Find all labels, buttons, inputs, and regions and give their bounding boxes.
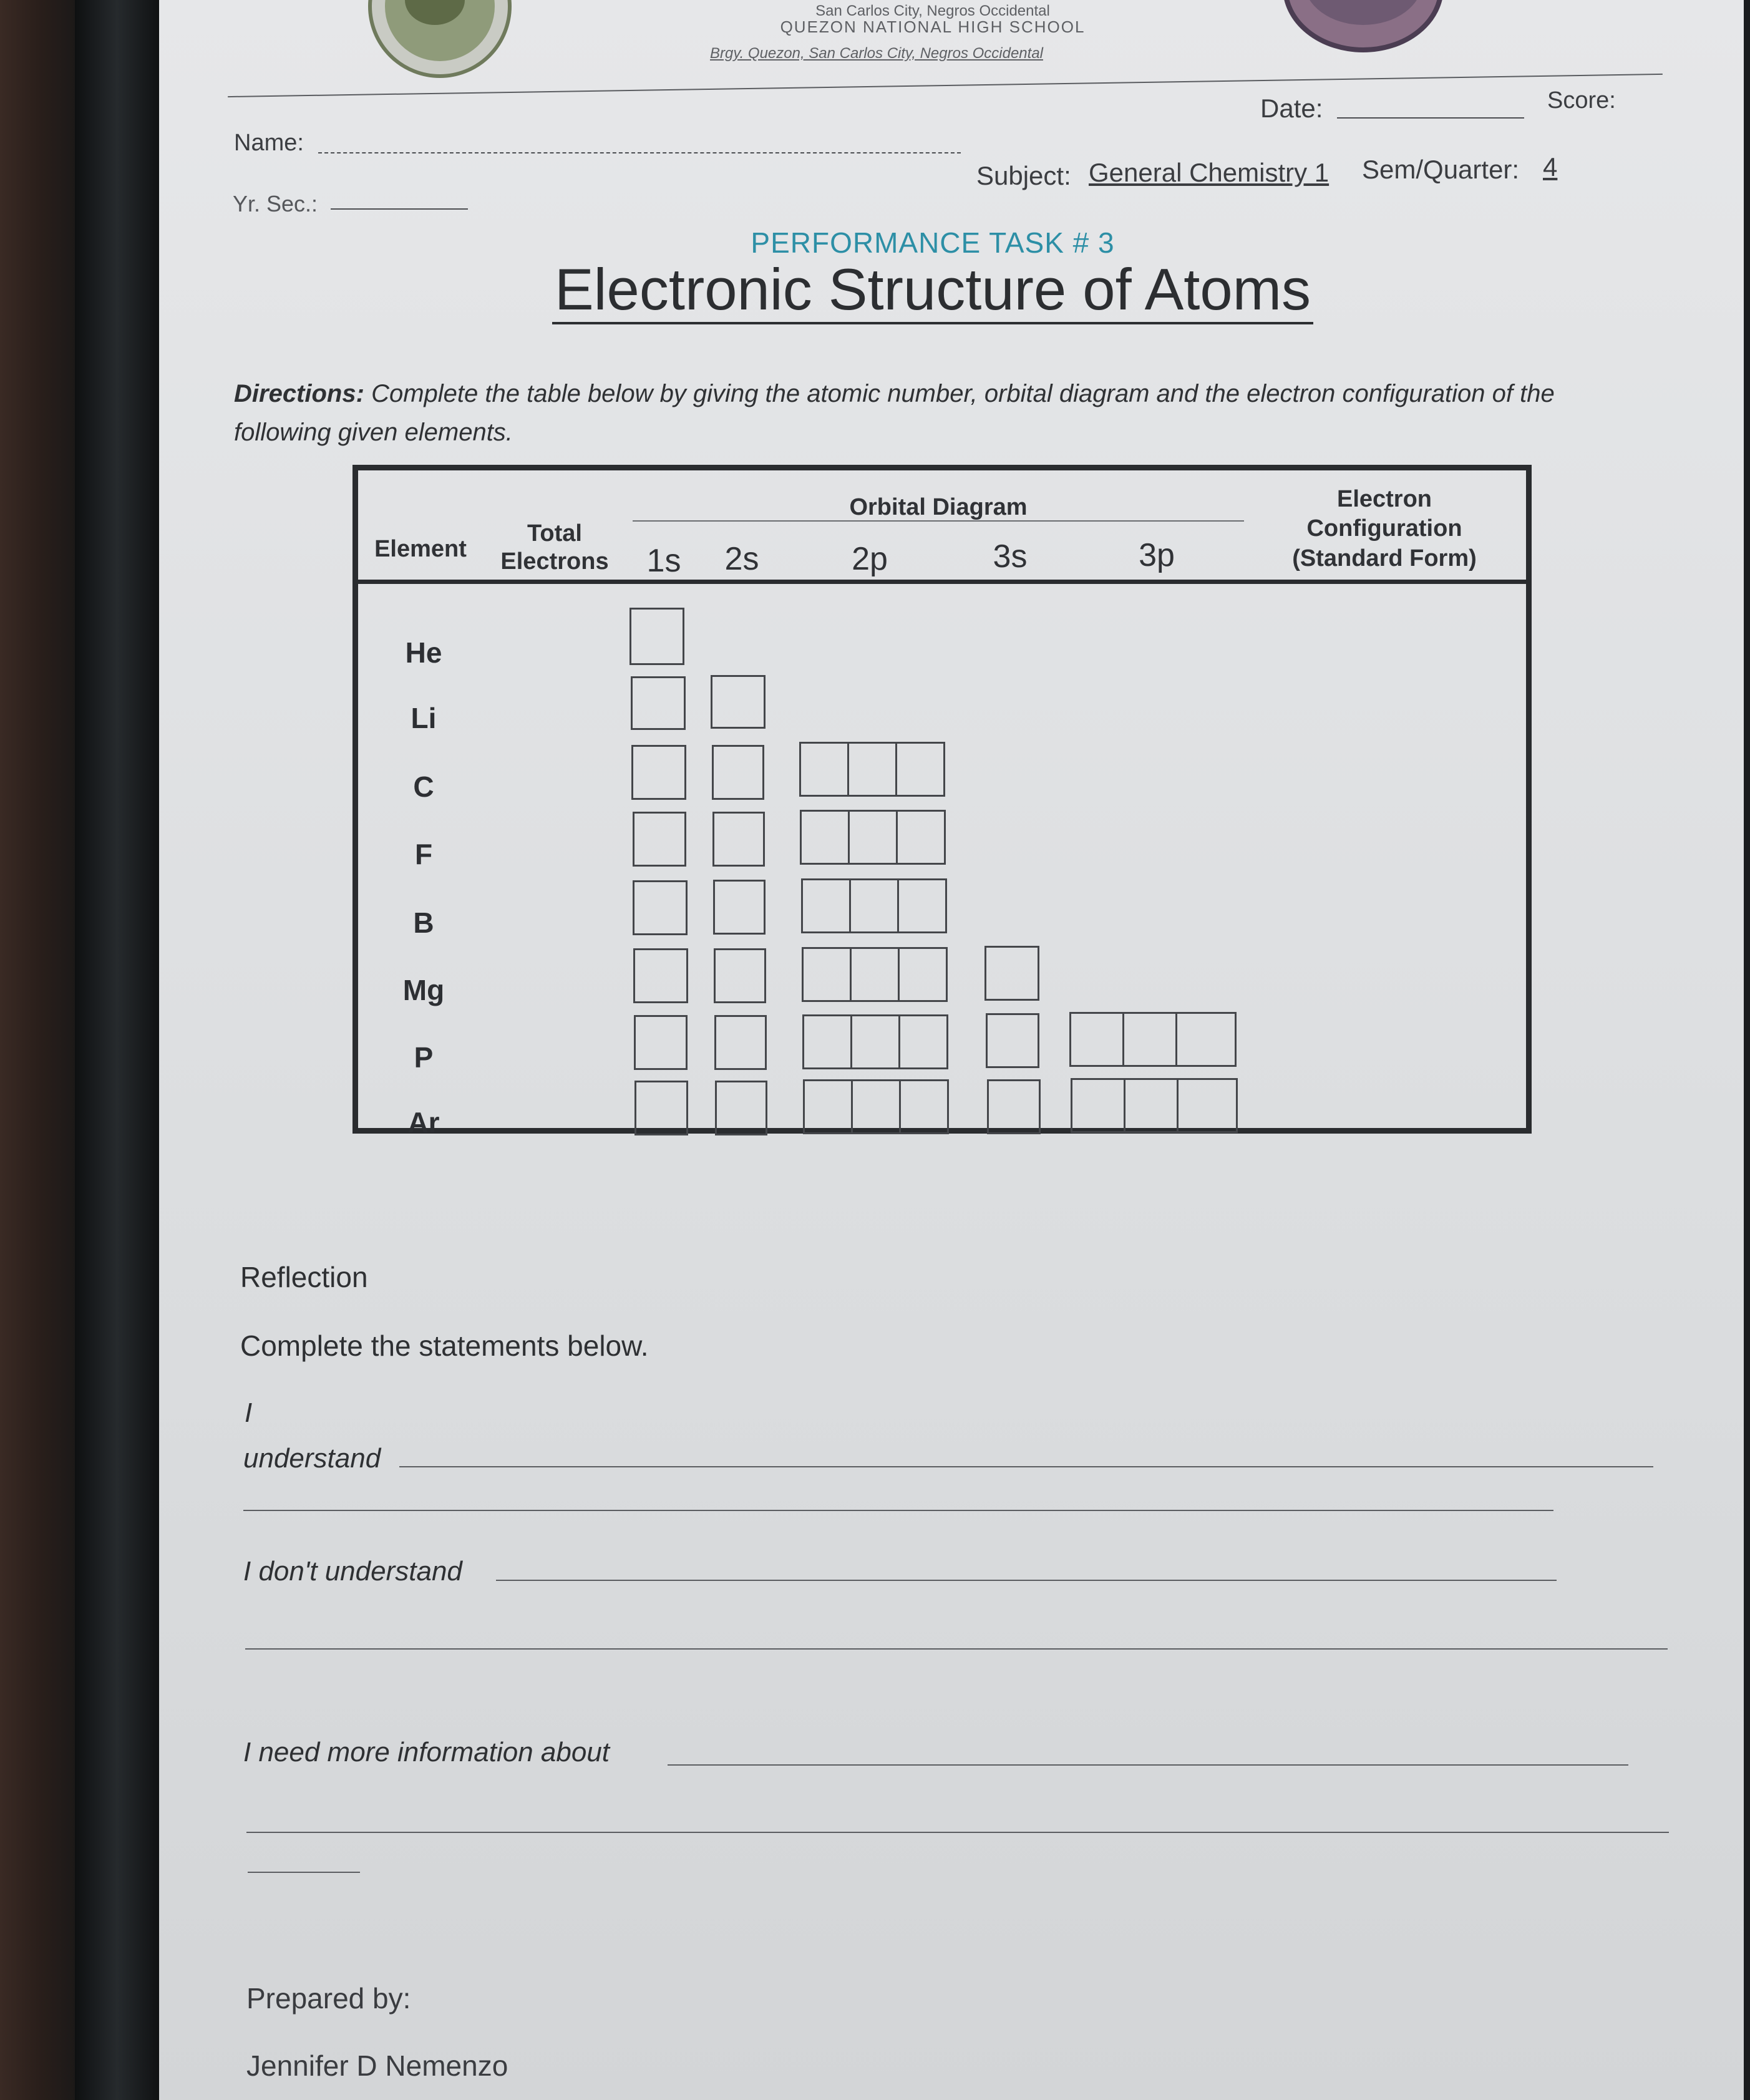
statement-3-line-3[interactable]: [248, 1872, 360, 1873]
semq-value: 4: [1543, 152, 1558, 182]
orbital-cell[interactable]: [848, 810, 898, 865]
orbital-box-f-2s[interactable]: [712, 812, 765, 867]
orbital-box-p-3s[interactable]: [986, 1013, 1039, 1068]
orbital-box-b-1s[interactable]: [633, 880, 688, 935]
orbital-group-b-2p: [801, 878, 947, 933]
statement-1-prefix: I: [245, 1398, 253, 1428]
orbital-cell[interactable]: [801, 878, 851, 933]
orbital-cell[interactable]: [1069, 1012, 1124, 1067]
orbital-cell[interactable]: [851, 1079, 901, 1134]
orbital-cell[interactable]: [847, 742, 897, 797]
phone-bezel: [75, 0, 168, 2100]
orbital-cell[interactable]: [1071, 1078, 1125, 1133]
statement-1-line[interactable]: [399, 1466, 1653, 1467]
orbital-cell[interactable]: [849, 878, 899, 933]
name-line[interactable]: [318, 130, 961, 153]
orbital-cell[interactable]: [802, 1014, 852, 1069]
orbital-group-ar-2p: [803, 1079, 949, 1134]
sub-3p: 3p: [1139, 537, 1175, 573]
col-orbital: Orbital Diagram: [849, 494, 1028, 520]
orbital-box-ar-3s[interactable]: [987, 1079, 1041, 1134]
name-label: Name:: [234, 130, 304, 156]
statement-3-line-2[interactable]: [246, 1832, 1669, 1833]
date-label: Date:: [1260, 94, 1323, 123]
orbital-cell[interactable]: [850, 947, 900, 1002]
prepared-by-label: Prepared by:: [246, 1982, 411, 2015]
orbital-cell[interactable]: [803, 1079, 853, 1134]
orbital-cell[interactable]: [1122, 1012, 1177, 1067]
col-config-2: Configuration: [1306, 515, 1462, 542]
orbital-box-c-2s[interactable]: [712, 745, 764, 800]
orbital-group-ar-3p: [1071, 1078, 1238, 1133]
orbital-cell[interactable]: [1177, 1078, 1238, 1133]
directions-label: Directions:: [234, 380, 364, 407]
orbital-box-f-1s[interactable]: [633, 812, 686, 867]
col-config-1: Electron: [1336, 486, 1432, 512]
element-b: B: [413, 907, 434, 939]
yrsec-line[interactable]: [331, 187, 468, 210]
element-ar: Ar: [407, 1106, 440, 1139]
col-total-2: Electrons: [500, 548, 609, 575]
reflection-heading: Reflection: [240, 1261, 368, 1293]
sub-2s: 2s: [724, 541, 759, 577]
orbital-cell[interactable]: [800, 810, 850, 865]
orbital-group-p-2p: [802, 1014, 948, 1069]
element-mg: Mg: [402, 974, 445, 1006]
statement-3-line[interactable]: [668, 1764, 1628, 1766]
performance-task-label: PERFORMANCE TASK # 3: [751, 226, 1115, 259]
element-f: F: [414, 838, 433, 870]
orbital-box-mg-1s[interactable]: [633, 948, 688, 1003]
yrsec-label: Yr. Sec.:: [233, 191, 318, 216]
sub-3s: 3s: [993, 538, 1028, 575]
col-config-3: (Standard Form): [1292, 545, 1477, 571]
element-table: [352, 465, 1532, 1139]
directions: [234, 374, 1607, 452]
orbital-box-he-1s[interactable]: [630, 608, 684, 665]
orbital-cell[interactable]: [895, 742, 945, 797]
orbital-group-f-2p: [800, 810, 946, 865]
statement-2-line-2[interactable]: [245, 1648, 1668, 1650]
statement-3-text: I need more information about: [243, 1737, 610, 1767]
worksheet-page: [159, 0, 1744, 2100]
orbital-cell[interactable]: [896, 810, 946, 865]
sub-1s: 1s: [646, 543, 681, 579]
orbital-group-c-2p: [799, 742, 945, 797]
worksheet-title: [159, 256, 1706, 323]
semq-label: Sem/Quarter:: [1362, 155, 1520, 184]
orbital-cell[interactable]: [897, 878, 947, 933]
element-li: Li: [411, 702, 437, 734]
orbital-box-ar-2s[interactable]: [715, 1081, 767, 1135]
col-total-1: Total: [527, 520, 582, 547]
orbital-cell[interactable]: [799, 742, 849, 797]
element-c: C: [413, 770, 434, 803]
directions-text: Complete the table below by giving the atomic number, orbital diagram and the electron configuration of the following given elements.: [234, 380, 1555, 446]
orbital-box-p-1s[interactable]: [634, 1015, 688, 1070]
reflection-instruction: Complete the statements below.: [240, 1330, 649, 1362]
orbital-cell[interactable]: [898, 947, 948, 1002]
header-separator: [358, 580, 1526, 584]
orbital-cell[interactable]: [1124, 1078, 1179, 1133]
worksheet-title-text: Electronic Structure of Atoms: [552, 256, 1313, 324]
sub-2p: 2p: [852, 541, 888, 577]
date-line[interactable]: [1337, 94, 1524, 119]
col-element: Element: [374, 536, 467, 562]
orbital-box-li-2s[interactable]: [711, 675, 766, 729]
orbital-box-p-2s[interactable]: [714, 1015, 767, 1070]
orbital-box-c-1s[interactable]: [631, 745, 686, 800]
statement-1-text: understand: [243, 1443, 381, 1474]
subject-label: Subject:: [976, 161, 1071, 190]
orbital-cell[interactable]: [802, 947, 852, 1002]
teacher-name: Jennifer D Nemenzo: [246, 2049, 508, 2082]
school-name: QUEZON NATIONAL HIGH SCHOOL: [780, 17, 1086, 36]
orbital-cell[interactable]: [850, 1014, 900, 1069]
orbital-group-mg-2p: [802, 947, 948, 1002]
school-address: Brgy. Quezon, San Carlos City, Negros Occidental: [710, 45, 1043, 62]
element-he: He: [405, 636, 442, 669]
orbital-box-mg-2s[interactable]: [714, 948, 766, 1003]
statement-1-line-2[interactable]: [243, 1510, 1553, 1511]
orbital-group-p-3p: [1069, 1012, 1237, 1067]
orbital-cell[interactable]: [1175, 1012, 1237, 1067]
orbital-cell[interactable]: [899, 1079, 949, 1134]
element-p: P: [414, 1041, 434, 1074]
orbital-cell[interactable]: [898, 1014, 948, 1069]
statement-2-text: I don't understand: [243, 1556, 462, 1587]
orbital-divider: [633, 520, 1244, 522]
orbital-box-b-2s[interactable]: [713, 880, 766, 935]
statement-2-line[interactable]: [496, 1580, 1557, 1581]
school-city: San Carlos City, Negros Occidental: [815, 2, 1050, 19]
orbital-box-ar-1s[interactable]: [634, 1081, 688, 1135]
orbital-box-mg-3s[interactable]: [984, 946, 1039, 1001]
orbital-box-li-1s[interactable]: [631, 676, 686, 730]
score-label: Score:: [1547, 87, 1616, 114]
subject-value: General Chemistry 1: [1089, 158, 1330, 187]
